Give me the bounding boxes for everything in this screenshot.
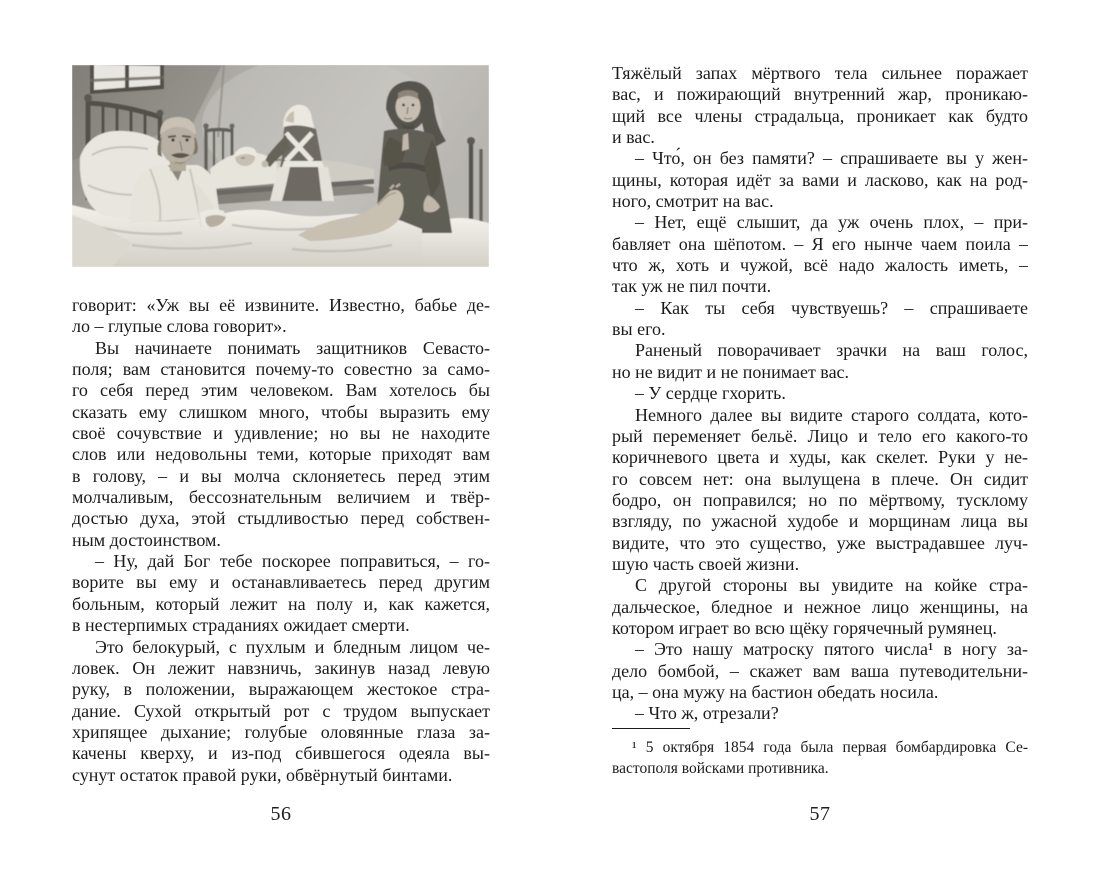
text-line: шую часть своей жизни. — [612, 553, 800, 574]
text-line: го совсем нет: она вылущена в плече. Он сидит — [612, 468, 1028, 489]
text-line: хрипящее дыхание; голубые оловянные глаза за- — [72, 721, 490, 742]
paragraph — [612, 148, 1028, 212]
text-line: ловек. Он лежит навзничь, закинув назад левую — [72, 657, 490, 678]
paragraph — [612, 212, 1028, 297]
text-line: вы его. — [612, 319, 666, 340]
text-line: сунут остаток правой руки, обвёрнутый бинтами. — [72, 764, 453, 785]
text-line: что ж, хоть и чужой, всё надо жалость иметь, – — [612, 255, 1028, 276]
paragraph — [612, 298, 1028, 341]
text-line: Немного далее вы видите старого солдата, кото- — [635, 404, 1028, 425]
footnote — [612, 728, 1028, 779]
text-line: но не видит и не понимает вас. — [612, 361, 850, 382]
text-line: – Это нашу матроску пятого числа¹ в ногу за- — [635, 639, 1028, 660]
text-line: – Как ты себя чувствуешь? – спрашиваете — [635, 297, 1028, 318]
text-line: – Что ж, отрезали? — [635, 703, 779, 724]
text-line: ца, – она мужу на бастион обедать носила. — [612, 681, 939, 702]
text-line: поля; вам становится почему-то совестно за само- — [72, 359, 490, 380]
paragraph — [612, 575, 1028, 639]
hospital-ward-illustration-svg — [72, 65, 489, 267]
text-line: Раненый поворачивает зрачки на ваш голос, — [635, 340, 1028, 361]
text-line: дело бомбой, – скажет вам ваша путеводительни- — [612, 660, 1028, 681]
text-line: ворите вы ему и останавливаетесь перед другим — [72, 572, 490, 593]
window — [90, 65, 164, 94]
paragraph — [612, 63, 1028, 148]
text-line: в нестерпимых страданиях ожидает смерти. — [72, 615, 410, 636]
text-line: – У сердце гхорить. — [635, 383, 786, 404]
paragraph — [72, 637, 490, 786]
paragraph — [612, 340, 1028, 383]
text-line: ¹ 5 октября 1854 года была первая бомбардировка Се- — [632, 739, 1028, 756]
text-line: С другой стороны вы увидите на койке стра- — [635, 575, 1028, 596]
text-line: в голову, – и вы молча склоняетесь перед этим — [72, 465, 490, 486]
left-page-text — [72, 295, 490, 786]
text-line: взгляду, по ужасной худобе и морщинам лица вы — [612, 511, 1028, 532]
text-line: го себя перед этим человеком. Вам хотелось бы — [72, 380, 490, 401]
page-number-right: 57 — [809, 803, 831, 825]
text-line: бавляет она шёпотом. – Я его нынче чаем поила – — [612, 233, 1028, 254]
text-line: вастополя войсками противника. — [612, 760, 829, 777]
text-line: сказать ему слишком много, чтобы выразить ему — [72, 401, 490, 422]
text-line: и вас. — [612, 127, 655, 148]
text-line: ным достоинством. — [72, 529, 221, 550]
footnote-text — [612, 737, 1028, 779]
text-line: своё сочувствие и удивление; но вы не находите — [72, 423, 490, 444]
footnote-rule — [612, 728, 690, 729]
text-line: рый переменяет бельё. Лицо и тело его какого-то — [612, 425, 1028, 446]
text-line: Вы начинаете понимать защитников Севасто- — [95, 337, 490, 358]
text-line: вас, и пожирающий внутренний жар, проникаю- — [612, 84, 1028, 105]
text-line: говорит: «Уж вы её извините. Известно, бабье де- — [72, 295, 490, 315]
text-line: так уж не пил почти. — [612, 276, 772, 297]
text-line: котором играет во всю щёку горячечный румянец. — [612, 617, 997, 638]
text-line: больным, который лежит на полу и, как кажется, — [72, 593, 490, 614]
paragraph — [72, 338, 490, 551]
text-line: бодро, он поправился; но по мёртвому, тусклому — [612, 489, 1028, 510]
text-line: качены кверху, и из-под сбившегося одеяла вы- — [72, 743, 490, 764]
right-page-text — [612, 63, 1028, 725]
text-line: коричневого цвета и худы, как скелет. Руки у не- — [612, 447, 1028, 468]
text-line: дальческое, бледное и нежное лицо женщины, на — [612, 596, 1028, 617]
text-line: – Нет, ещё слышит, да уж очень плох, – при- — [635, 212, 1028, 233]
text-line: руку, в положении, выражающем жестокое стра- — [72, 679, 490, 700]
text-line: щины, которая идёт за вами и ласково, как на род- — [612, 169, 1028, 190]
page-number-left: 56 — [270, 803, 292, 825]
hospital-ward-illustration — [72, 65, 489, 267]
text-line: Тяжёлый запах мёртвого тела сильнее поражает — [612, 63, 1028, 83]
paragraph — [72, 295, 490, 338]
paragraph — [612, 405, 1028, 576]
text-line: – Что́, он без памяти? – спрашиваете вы у жен- — [635, 148, 1028, 169]
paragraph — [612, 639, 1028, 703]
text-line: Это белокурый, с пухлым и бледным лицом че- — [95, 636, 490, 657]
text-line: молчаливым, бессознательным величием и твёр- — [72, 487, 490, 508]
text-line: ло – глупые слова говорит». — [72, 316, 287, 337]
text-line: слов или недовольны теми, которые приходят вам — [72, 444, 490, 465]
paragraph — [612, 703, 1028, 724]
text-line: ного, смотрит на вас. — [612, 191, 774, 212]
text-line: дание. Сухой открытый рот с трудом выпускает — [72, 700, 490, 721]
paragraph — [72, 551, 490, 636]
text-line: достью духа, этой стыдливостью перед собствен- — [72, 508, 490, 529]
text-line: видите, что это существо, уже выстрадавшее луч- — [612, 532, 1028, 553]
text-line: – Ну, дай Бог тебе поскорее поправиться, – го- — [95, 551, 490, 572]
paragraph — [612, 737, 1028, 779]
text-line: щий все члены страдальца, проникает как будто — [612, 105, 1028, 126]
paragraph — [612, 383, 1028, 404]
